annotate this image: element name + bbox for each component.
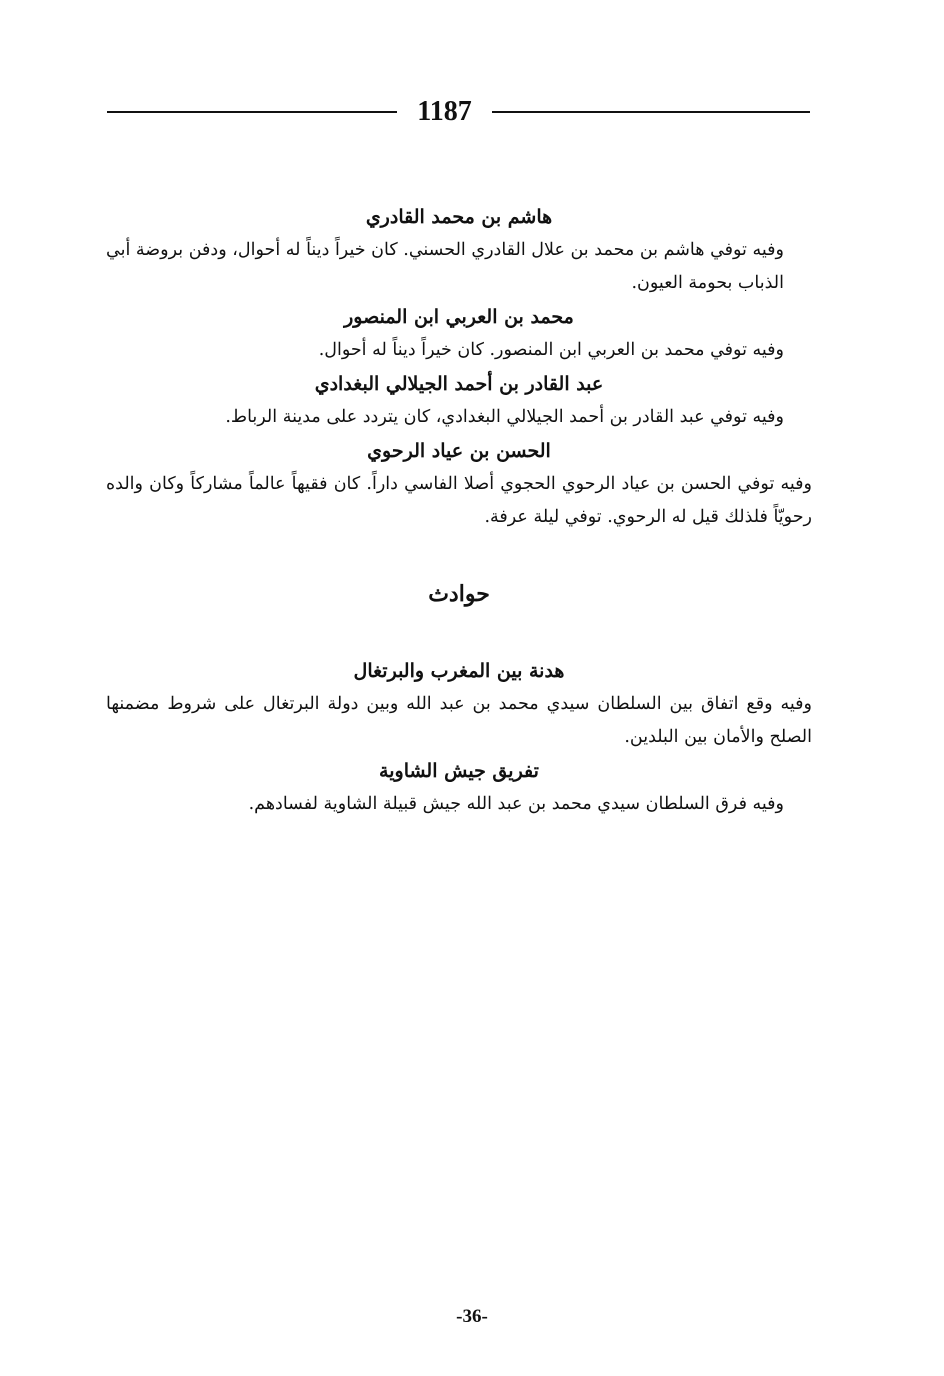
entry-title: هاشم بن محمد القادري bbox=[365, 206, 553, 228]
entry-text: وفيه توفي الحسن بن عياد الرحوي الحجوي أصلا الفاسي داراً. كان فقيهاً عالماً مشاركاً وكان والده رحويّاً فلذلك قيل له الرحوي. توفي ليلة عرفة. bbox=[106, 474, 812, 527]
event-title: تفريق جيش الشاوية bbox=[379, 760, 539, 782]
obituary-entry bbox=[106, 434, 812, 534]
obituary-entry bbox=[106, 367, 812, 434]
event-entry bbox=[106, 654, 812, 754]
entry-title: عبد القادر بن أحمد الجيلالي البغدادي bbox=[314, 373, 604, 395]
event-entry bbox=[106, 754, 812, 821]
event-text: وفيه فرق السلطان سيدي محمد بن عبد الله جيش قبيلة الشاوية لفسادهم. bbox=[248, 794, 784, 814]
page-number: -36- bbox=[456, 1306, 488, 1327]
entry-text: وفيه توفي هاشم بن محمد بن علال القادري الحسني. كان خيراً ديناً له أحوال، ودفن بروضة أبي الذباب بحومة العيون. bbox=[106, 240, 784, 293]
header-rule-left bbox=[107, 111, 397, 113]
section-heading: حوادث bbox=[428, 581, 490, 607]
header-rule-right bbox=[492, 111, 810, 113]
event-text: وفيه وقع اتفاق بين السلطان سيدي محمد بن عبد الله وبين دولة البرتغال على شروط مضمنها الصلح والأمان بين البلدين. bbox=[106, 694, 813, 747]
entry-title: الحسن بن عياد الرحوي bbox=[367, 440, 551, 462]
obituary-entry bbox=[106, 200, 812, 300]
entry-text: وفيه توفي محمد بن العربي ابن المنصور. كان خيراً ديناً له أحوال. bbox=[318, 340, 784, 360]
entry-title: محمد بن العربي ابن المنصور bbox=[344, 306, 574, 328]
obituary-entry bbox=[106, 300, 812, 367]
event-title: هدنة بين المغرب والبرتغال bbox=[353, 660, 565, 682]
page-header bbox=[107, 90, 810, 134]
entry-text: وفيه توفي عبد القادر بن أحمد الجيلالي البغدادي، كان يتردد على مدينة الرباط. bbox=[225, 407, 784, 427]
page-content bbox=[106, 200, 812, 821]
header-year: 1187 bbox=[417, 96, 472, 127]
